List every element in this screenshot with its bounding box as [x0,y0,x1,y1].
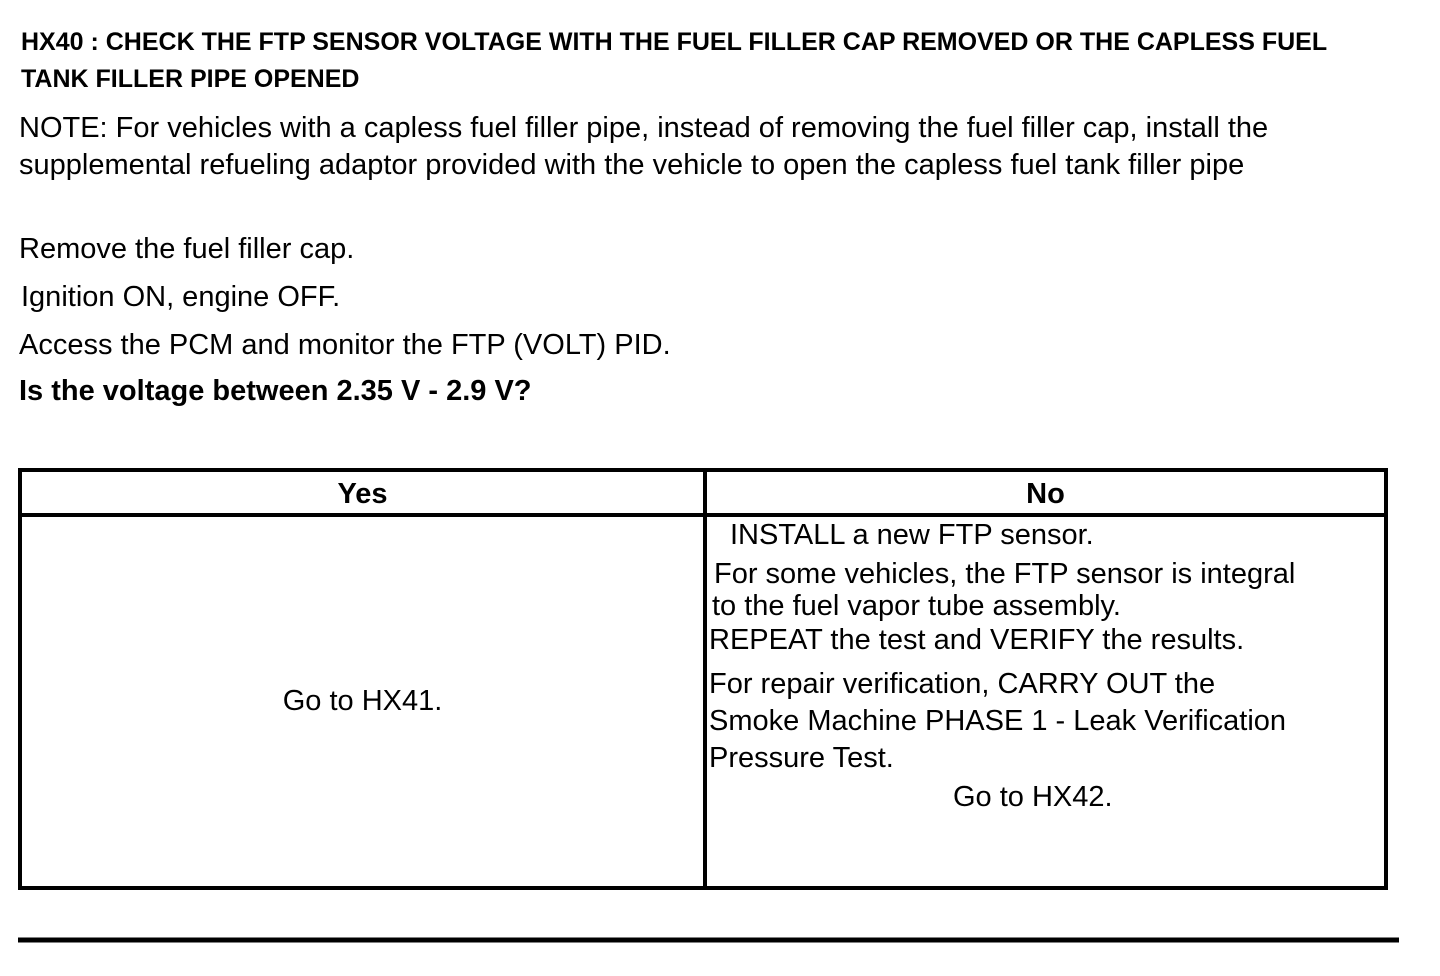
no-line-repeat: REPEAT the test and VERIFY the results. [709,624,1245,656]
step-access-pcm: Access the PCM and monitor the FTP (VOLT) PID. [19,329,671,361]
yes-column-header: Yes [337,478,388,510]
step-remove-cap: Remove the fuel filler cap. [19,233,355,265]
no-line-install: INSTALL a new FTP sensor. [730,519,1094,551]
page-title: HX40 : CHECK THE FTP SENSOR VOLTAGE WITH THE FUEL FILLER CAP REMOVED OR THE CAPLESS FUEL TANK FILLER PIPE OPENED [21,28,1327,93]
no-line-vapor-tube: to the fuel vapor tube assembly. [712,590,1121,622]
no-line-smoke-machine: Smoke Machine PHASE 1 - Leak Verification [709,705,1287,737]
step-ignition: Ignition ON, engine OFF. [21,281,341,313]
no-line-some-vehicles: For some vehicles, the FTP sensor is integral [714,558,1296,590]
no-line-repair-verification: For repair verification, CARRY OUT the [709,668,1216,700]
yes-action-text: Go to HX41. [282,685,443,717]
yes-cell [22,517,703,886]
no-line-go-to: Go to HX42. [953,781,1113,813]
no-column-header: No [1026,478,1065,510]
note-text: NOTE: For vehicles with a capless fuel filler pipe, instead of removing the fuel filler cap, install the supplemental refueling adaptor provided with the vehicle to open the capless fuel tank filler pipe [19,112,1269,181]
no-line-pressure-test: Pressure Test. [709,742,894,774]
result-table [18,468,1388,890]
voltage-question: Is the voltage between 2.35 V - 2.9 V? [19,375,532,407]
column-divider [703,472,707,886]
